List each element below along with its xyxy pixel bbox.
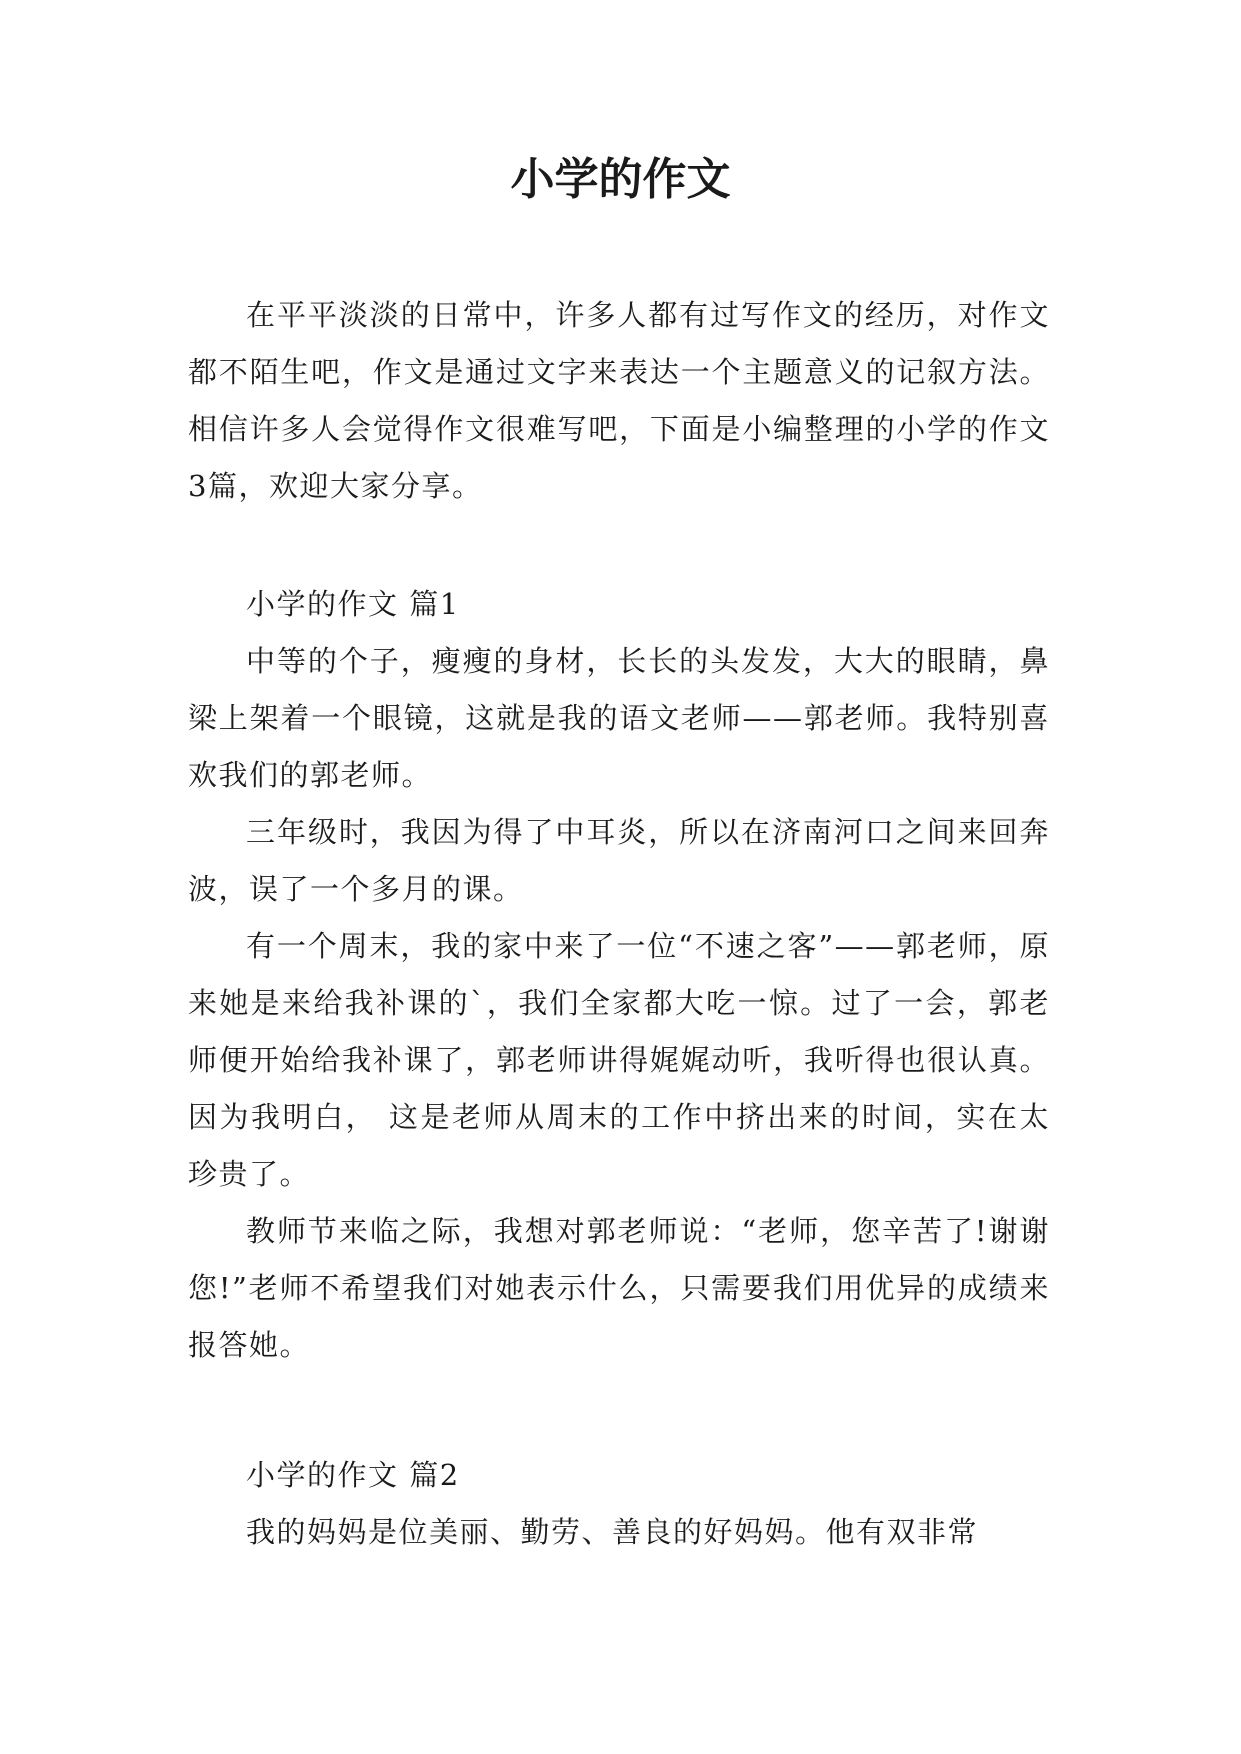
intro-block: [188, 287, 1050, 515]
section-heading: 小学的作文 篇2: [246, 1458, 460, 1492]
section-paragraph: 教师节来临之际，我想对郭老师说：“老师，您辛苦了!谢谢您!”老师不希望我们对她表示什么，只需要我们用优异的成绩来报答她。: [188, 1214, 1050, 1362]
document-title: 小学的作文: [510, 154, 731, 205]
section-paragraph: 我的妈妈是位美丽、勤劳、善良的好妈妈。他有双非常: [246, 1515, 979, 1549]
section-paragraph: 三年级时，我因为得了中耳炎，所以在济南河口之间来回奔波，误了一个多月的课。: [188, 815, 1050, 906]
section-paragraph: 有一个周末，我的家中来了一位“不速之客”——郭老师，原来她是来给我补课的`，我们全家都大吃一惊。过了一会，郭老师便开始给我补课了，郭老师讲得娓娓动听，我听得也很认真。因为我明白， 这是老师从周末的工作中挤出来的时间，实在太珍贵了。: [188, 929, 1050, 1191]
section-heading: 小学的作文 篇1: [246, 587, 460, 621]
intro-paragraph: 在平平淡淡的日常中，许多人都有过写作文的经历，对作文都不陌生吧，作文是通过文字来表达一个主题意义的记叙方法。相信许多人会觉得作文很难写吧，下面是小编整理的小学的作文3篇，欢迎大家分享。: [188, 298, 1050, 503]
section-paragraph: 中等的个子，瘦瘦的身材，长长的头发发，大大的眼睛，鼻梁上架着一个眼镜，这就是我的语文老师——郭老师。我特别喜欢我们的郭老师。: [188, 644, 1050, 792]
essay-section-1: [188, 576, 1050, 1374]
essay-section-2: [188, 1447, 1050, 1561]
